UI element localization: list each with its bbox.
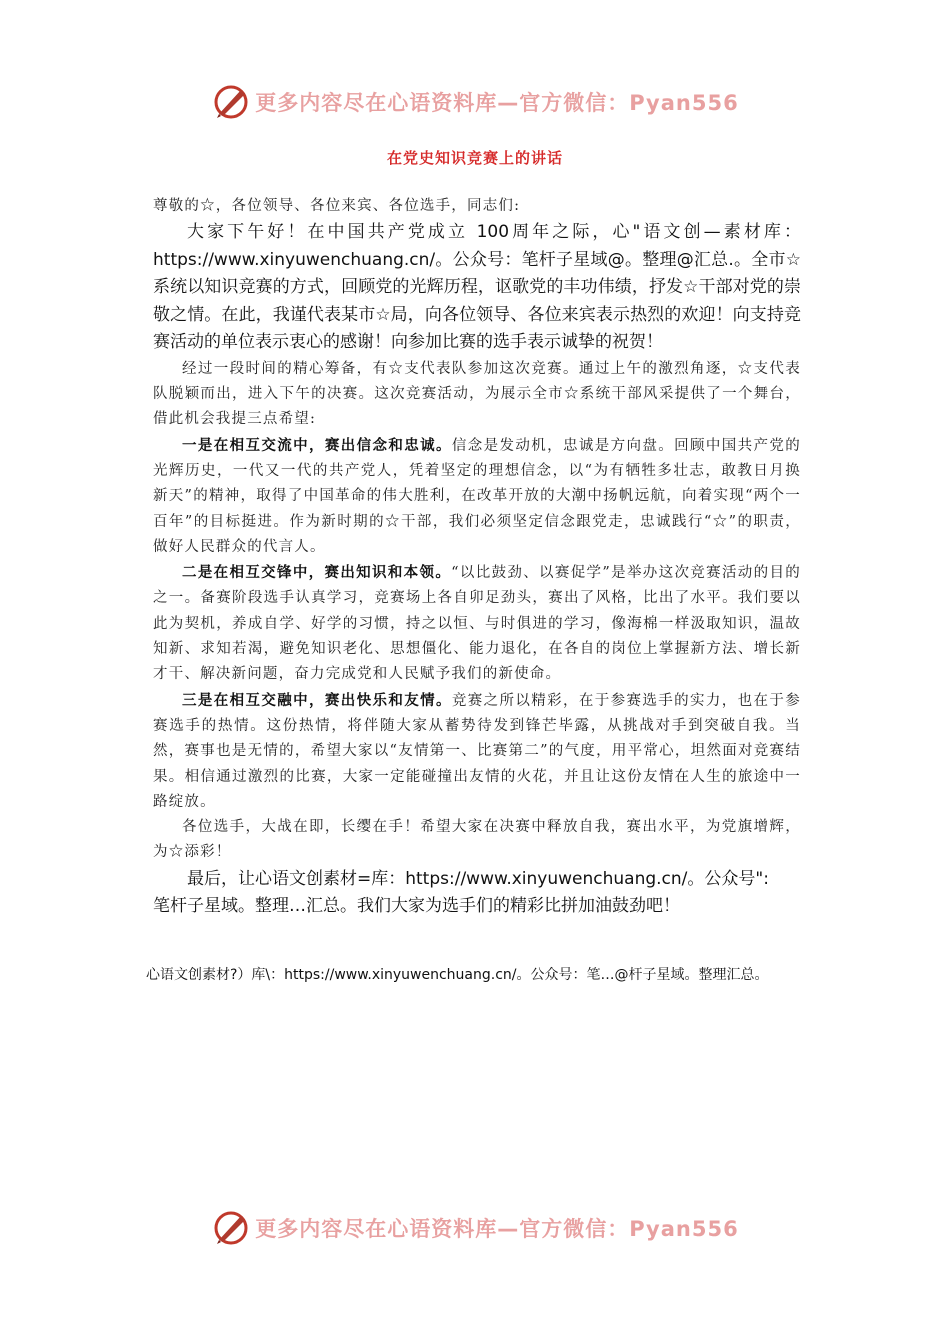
point-two-body: “以比鼓劲、以赛促学”是举办这次竞赛活动的目的之一。备赛阶段选手认真学习，竞赛场上各自卯足劲头，赛出了风格，比出了水平。我们要以此为契机，养成自学、好学的习惯，持之以恒、与时俱进的学习，像海棉一样汲取知识，温故知新、求知若渴，避免知识老化、思想僵化、能力退化，在各自的岗位上掌握新方法、增长新才干、解决新问题，奋力完成党和人民赋予我们的新使命。	[153, 565, 801, 683]
footer-banner	[0, 1203, 950, 1253]
closing-line: 笔杆子星域。整理…汇总。我们大家为选手们的精彩比拼加油鼓劲吧！	[153, 896, 680, 917]
point-one-body: 信念是发动机，忠诚是方向盘。回顾中国共产党的光辉历史，一代又一代的共产党人，凭着坚定的理想信念，以“为有牺牲多壮志，敢教日月换新天”的精神，取得了中国革命的伟大胜利，在改革开放的大潮中扬帆远航，向着实现“两个一百年”的目标挺进。作为新时期的☆干部，我们必须坚定信念跟党走，忠诚践行“☆”的职责，做好人民群众的代言人。	[153, 437, 801, 555]
point-one-paragraph	[153, 433, 801, 560]
point-three-paragraph	[153, 688, 801, 815]
document-title: 在党史知识竞赛上的讲话	[386, 149, 563, 167]
footer-note: 心语文创素材?）库\：https://www.xinyuwenchuang.cn/。公众号：笔…@杆子星域。整理汇总。	[146, 967, 769, 983]
paragraph: 各位选手，大战在即，长缨在手！希望大家在决赛中释放自我，赛出水平，为党旗增辉，为☆添彩！	[153, 819, 801, 861]
document-body	[153, 194, 801, 921]
point-two-heading: 二是在相互交锋中，赛出知识和本领。	[182, 564, 452, 582]
pen-in-circle-icon	[211, 82, 251, 122]
paragraph: 经过一段时间的精心筹备，有☆支代表队参加这次竞赛。通过上午的激烈角逐，☆支代表队脱颖而出，进入下午的决赛。这次竞赛活动，为展示全市☆系统干部风采提供了一个舞台，借此机会我提三点希望:	[153, 360, 801, 428]
header-banner	[0, 77, 950, 127]
salutation: 尊敬的☆，各位领导、各位来宾、各位选手，同志们:	[153, 198, 521, 214]
point-three-heading: 三是在相互交融中，赛出快乐和友情。	[182, 691, 452, 709]
pen-in-circle-icon	[211, 1208, 251, 1248]
point-one-heading: 一是在相互交流中，赛出信念和忠诚。	[182, 436, 452, 454]
banner-text: 更多内容尽在心语资料库—官方微信：Pyan556	[255, 91, 739, 115]
point-two-paragraph	[153, 560, 801, 687]
point-three-body: 竞赛之所以精彩，在于参赛选手的实力，也在于参赛选手的热情。这份热情，将伴随大家从蓄势待发到锋芒毕露，从挑战对手到突破自我。当然，赛事也是无情的，希望大家以“友情第一、比赛第二”的气度，用平常心，坦然面对竞赛结果。相信通过激烈的比赛，大家一定能碰撞出友情的火花，并且让这份友情在人生的旅途中一路绽放。	[153, 692, 801, 810]
intro-paragraph: 大家下午好！在中国共产党成立 100周年之际，心"语文创—素材库：https://www.xinyuwenchuang.cn/。公众号：笔杆子星域@。整理@汇总.。全市☆系统以知识竞赛的方式，回顾党的光辉历程，讴歌党的丰功伟绩，抒发☆干部对党的崇敬之情。在此，我谨代表某市☆局，向各位领导、各位来宾表示热烈的欢迎！向支持竞赛活动的单位表示衷心的感谢！向参加比赛的选手表示诚挚的祝贺！	[153, 222, 801, 353]
banner-text: 更多内容尽在心语资料库—官方微信：Pyan556	[255, 1217, 739, 1241]
closing-line: 最后，让心语文创素材=库：https://www.xinyuwenchuang.cn/。公众号":	[187, 868, 769, 889]
